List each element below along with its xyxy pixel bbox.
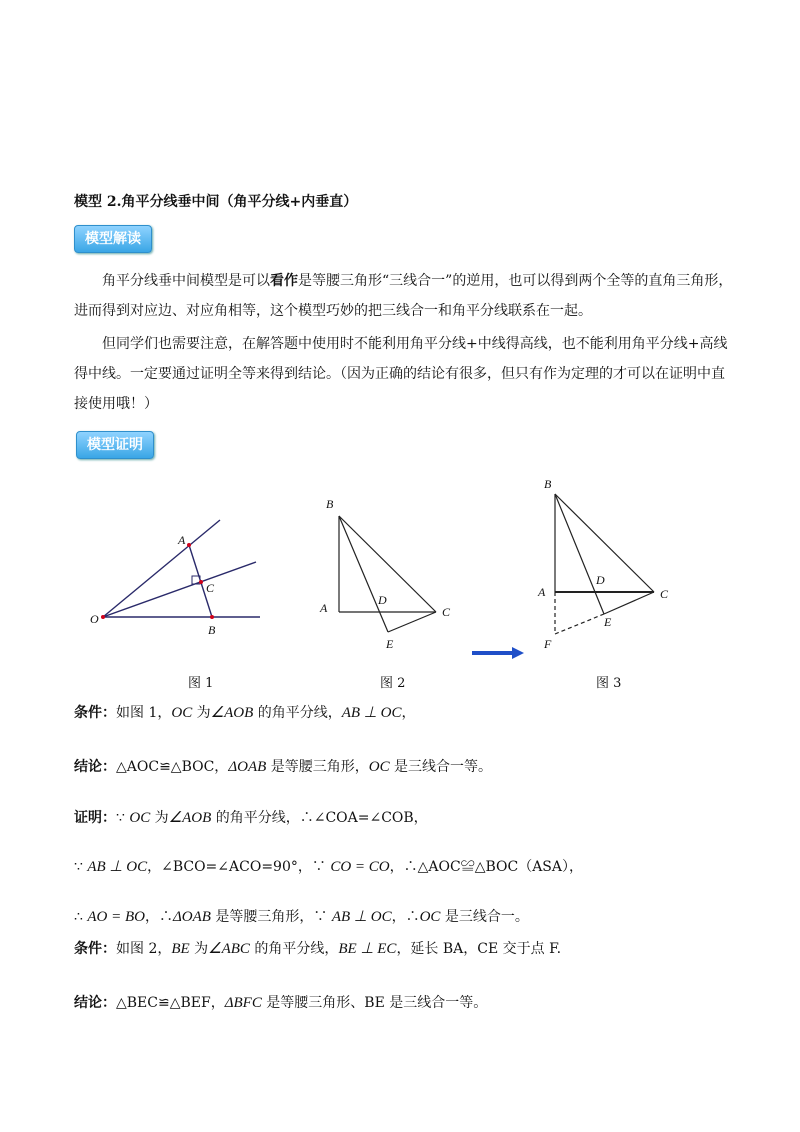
point-o-dot bbox=[101, 615, 105, 619]
text: 是等腰三角形、BE 是三线合一等。 bbox=[261, 995, 488, 1011]
label-conclusion: 结论： bbox=[74, 995, 116, 1011]
paragraph-1 bbox=[74, 266, 734, 326]
math: AB ⊥ OC bbox=[341, 705, 402, 721]
side-bc bbox=[339, 516, 436, 612]
text: 是等腰三角形， bbox=[266, 759, 369, 775]
text: ∴ bbox=[74, 909, 88, 925]
text: ，∴ bbox=[391, 909, 420, 925]
para1-text-a: 角平分线垂中间模型是可以 bbox=[102, 273, 270, 289]
math: ∠AOB bbox=[210, 705, 254, 721]
figure-3 bbox=[532, 474, 682, 654]
label-condition: 条件： bbox=[74, 941, 116, 957]
segment-fe bbox=[555, 614, 604, 634]
caption-fig3: 图 3 bbox=[596, 676, 622, 691]
text: 的角平分线，∴∠COA=∠COB， bbox=[211, 810, 428, 826]
math: ΔOAB bbox=[228, 759, 267, 775]
math: ΔOAB bbox=[172, 909, 211, 925]
segment-ec bbox=[604, 592, 654, 614]
point-b-dot bbox=[210, 615, 214, 619]
text: ， bbox=[401, 705, 416, 721]
point-a-dot bbox=[187, 543, 191, 547]
label-f: F bbox=[544, 637, 552, 651]
label-d: D bbox=[378, 593, 387, 607]
text: 是三线合一。 bbox=[440, 909, 529, 925]
proof-line-3 bbox=[74, 906, 529, 926]
label-b: B bbox=[208, 623, 216, 637]
condition-2 bbox=[74, 938, 561, 958]
math: ΔBFC bbox=[224, 995, 262, 1011]
math: OC bbox=[129, 810, 151, 826]
badge-model-reading: 模型解读 bbox=[74, 225, 152, 253]
conclusion-2 bbox=[74, 992, 487, 1012]
text: ，延长 BA，CE 交于点 F. bbox=[396, 941, 562, 957]
figure-1 bbox=[80, 510, 270, 640]
arrow-right-icon bbox=[470, 644, 526, 662]
label-a: A bbox=[538, 585, 546, 599]
math: AB ⊥ OC bbox=[87, 859, 148, 875]
point-c-dot bbox=[199, 580, 203, 584]
text: ，∴△AOC≌△BOC（ASA）， bbox=[389, 859, 584, 875]
text: △BEC≌△BEF， bbox=[116, 995, 225, 1011]
text: 的角平分线， bbox=[249, 941, 339, 957]
math: ∠ABC bbox=[208, 941, 250, 957]
label-e: E bbox=[386, 637, 394, 651]
ray-oa bbox=[103, 520, 220, 617]
math: BE ⊥ EC bbox=[338, 941, 397, 957]
caption-fig2: 图 2 bbox=[380, 676, 406, 691]
label-a: A bbox=[320, 601, 328, 615]
label-c: C bbox=[206, 581, 215, 595]
math: OC bbox=[171, 705, 193, 721]
text: △AOC≌△BOC， bbox=[116, 759, 229, 775]
math: AB ⊥ OC bbox=[331, 909, 392, 925]
text: 的角平分线， bbox=[253, 705, 342, 721]
label-proof: 证明： bbox=[74, 810, 116, 826]
caption-fig1: 图 1 bbox=[188, 676, 214, 691]
text: 是等腰三角形，∵ bbox=[210, 909, 332, 925]
math: BE bbox=[171, 941, 190, 957]
text: ∵ bbox=[74, 859, 88, 875]
label-condition: 条件： bbox=[74, 705, 116, 721]
badge-model-proof: 模型证明 bbox=[76, 431, 154, 459]
label-a: A bbox=[178, 533, 186, 547]
label-b: B bbox=[544, 477, 552, 491]
segment-be bbox=[555, 494, 604, 614]
math: OC bbox=[419, 909, 441, 925]
segment-be bbox=[339, 516, 388, 632]
proof-line-2 bbox=[74, 856, 583, 876]
text: ∵ bbox=[116, 810, 130, 826]
text: 如图 1， bbox=[116, 705, 172, 721]
text: 为 bbox=[192, 705, 211, 721]
ray-oc bbox=[103, 562, 256, 617]
label-conclusion: 结论： bbox=[74, 759, 116, 775]
paragraph-2: 但同学们也需要注意，在解答题中使用时不能利用角平分线+中线得高线，也不能利用角平分线+高线得中线。一定要通过证明全等来得到结论。（因为正确的结论有很多，但只有作为定理的才可以在证明中直接使用哦！） bbox=[74, 336, 728, 412]
math: AO = BO bbox=[87, 909, 145, 925]
math: ∠AOB bbox=[168, 810, 212, 826]
math: CO = CO bbox=[330, 859, 390, 875]
label-e: E bbox=[604, 615, 612, 629]
text: 是三线合一等。 bbox=[389, 759, 493, 775]
text: 为 bbox=[150, 810, 169, 826]
conclusion-1 bbox=[74, 756, 492, 776]
para1-bold: 看作 bbox=[270, 273, 298, 289]
text: 为 bbox=[189, 941, 209, 957]
label-c: C bbox=[442, 605, 451, 619]
section-heading: 模型 2.角平分线垂中间（角平分线+内垂直） bbox=[74, 194, 358, 210]
label-c: C bbox=[660, 587, 669, 601]
label-b: B bbox=[326, 497, 334, 511]
segment-ec bbox=[388, 612, 436, 632]
label-o: O bbox=[90, 612, 99, 626]
text: ，∠BCO=∠ACO=90°，∵ bbox=[147, 859, 331, 875]
condition-1 bbox=[74, 702, 415, 722]
math: OC bbox=[368, 759, 390, 775]
text: 如图 2， bbox=[116, 941, 172, 957]
figure-2 bbox=[316, 492, 466, 652]
text: ，∴ bbox=[144, 909, 173, 925]
para1-text-b: 是等腰三角形“三线合一”的逆用，也可以得到两个全等的直角三角形，进而得到对应边、对应角相等，这个模型巧妙的把三线合一和角平分线联系在一起。 bbox=[74, 273, 733, 319]
proof-line-1 bbox=[74, 807, 428, 827]
label-d: D bbox=[596, 573, 605, 587]
